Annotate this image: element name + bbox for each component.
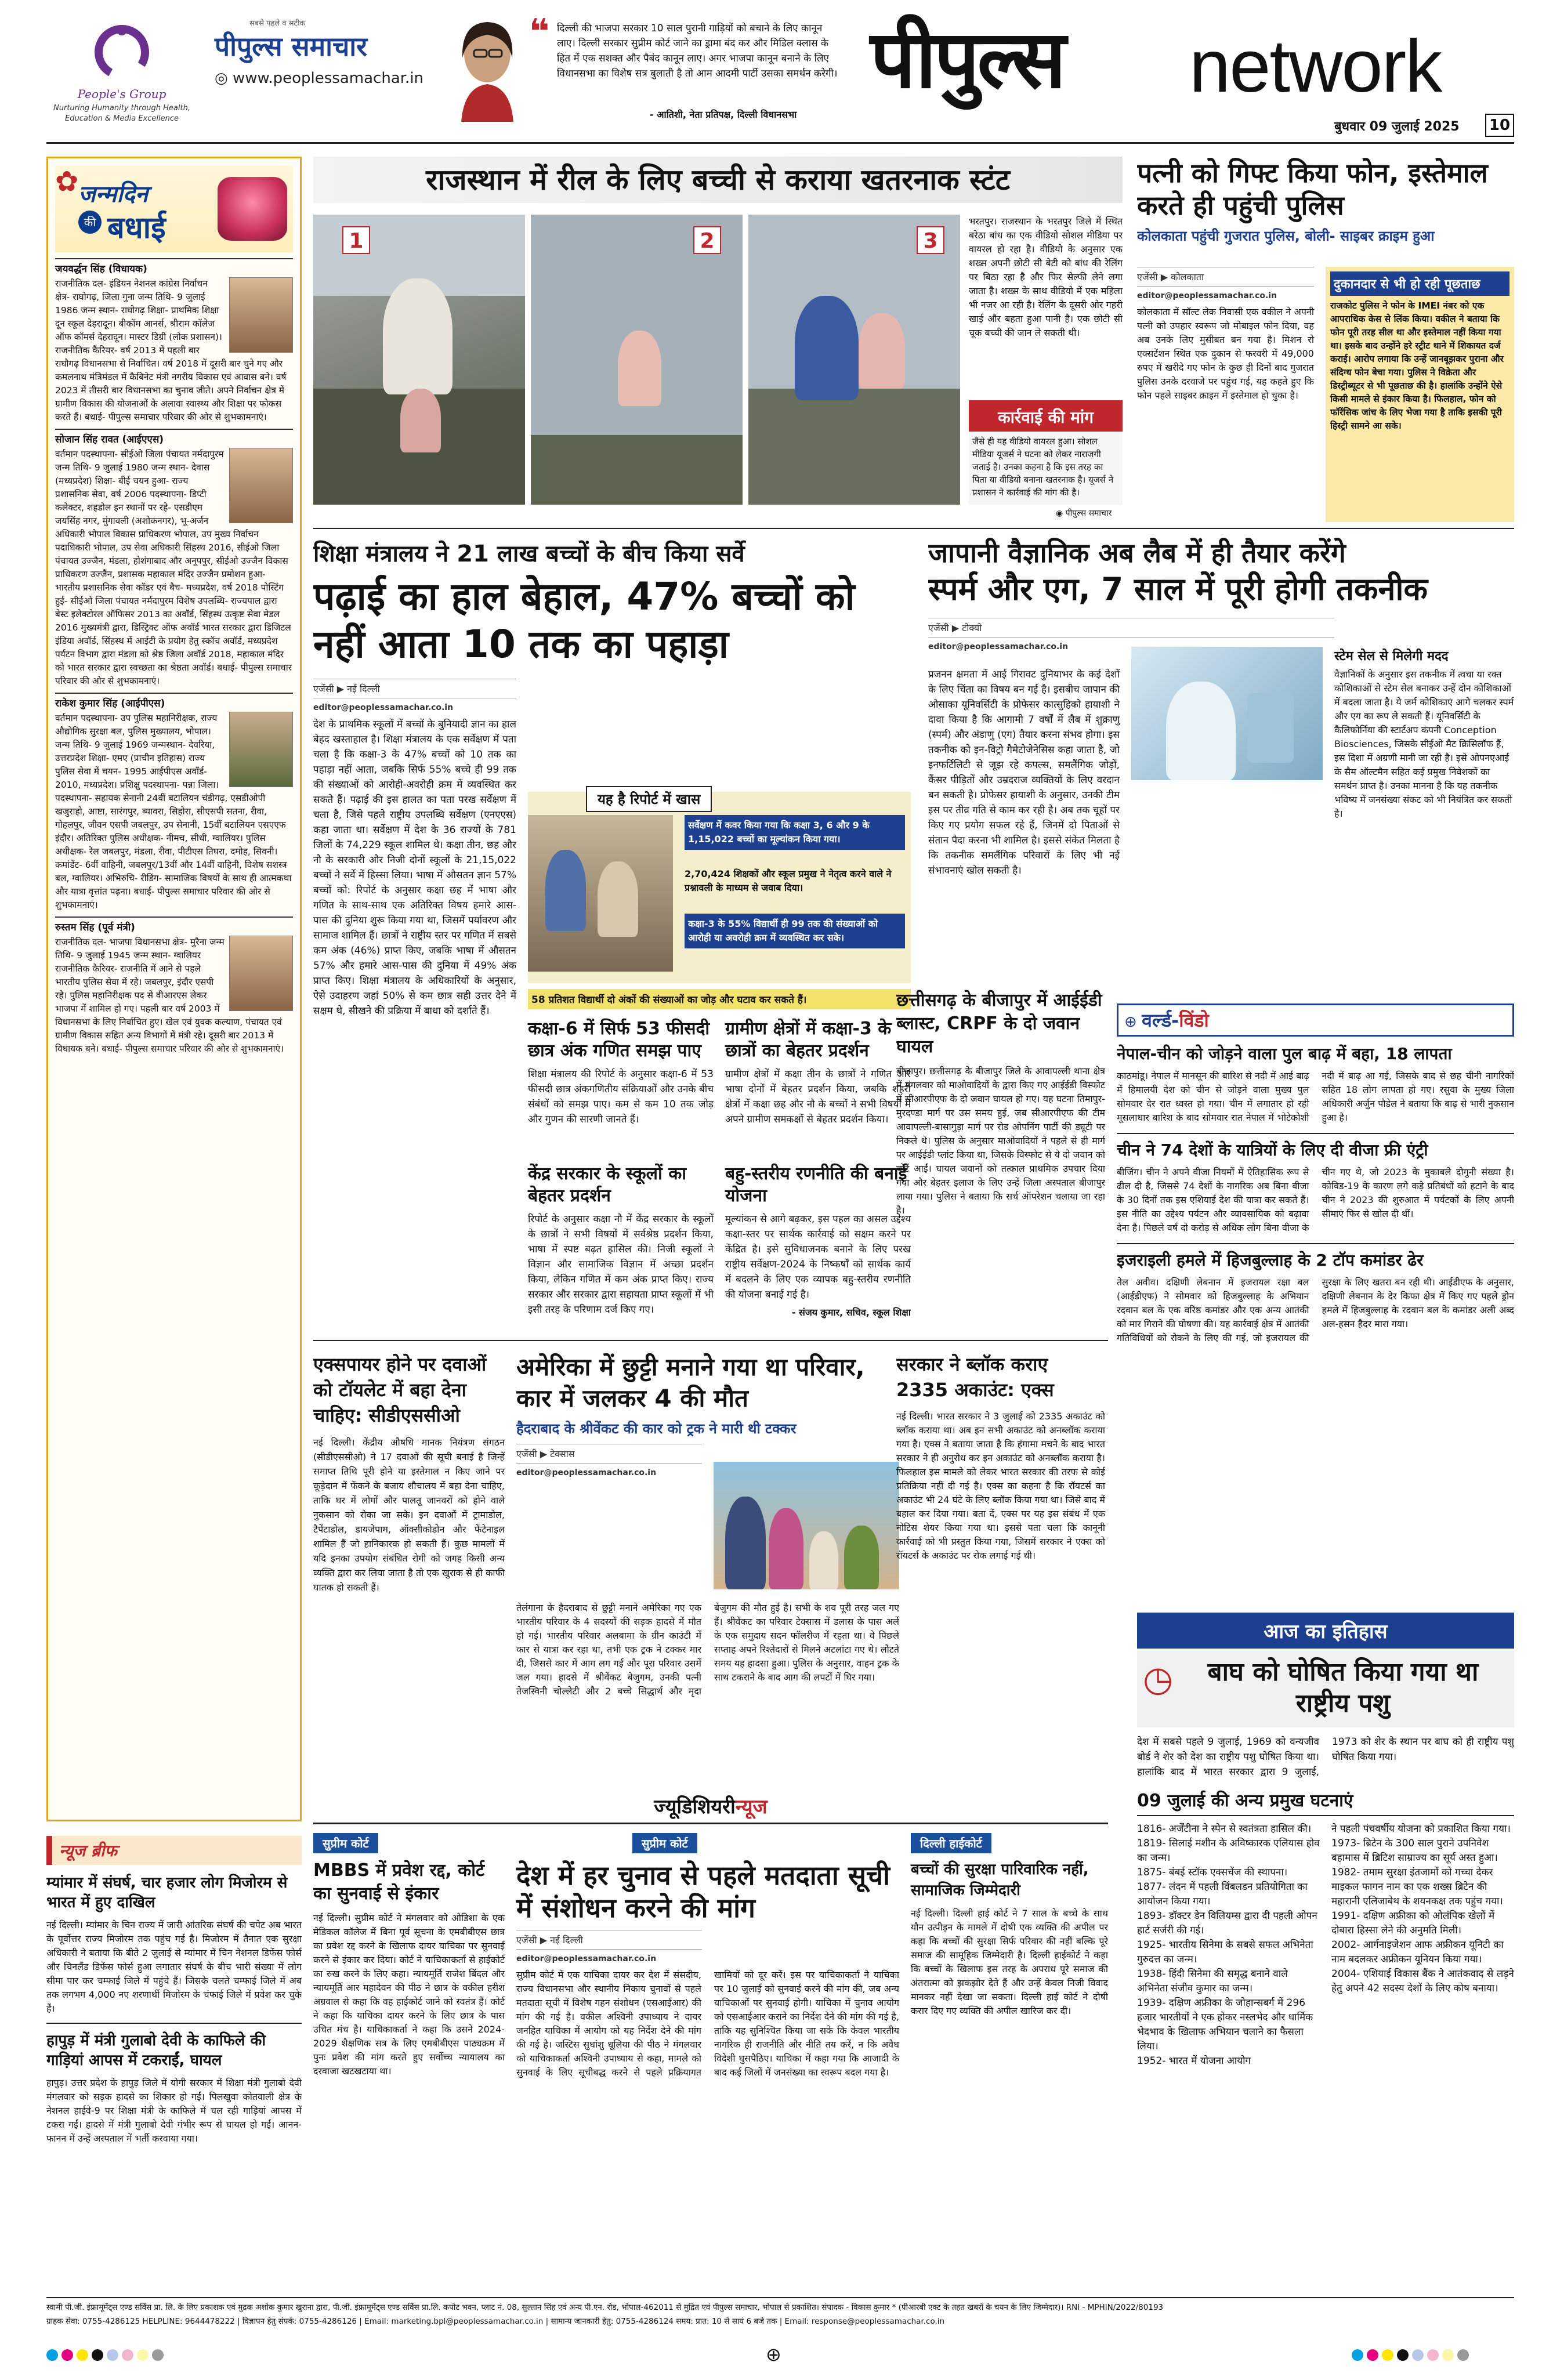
sc2-email: editor@peoplessamachar.co.in — [516, 1954, 657, 1964]
world-text: बीजिंग। चीन ने अपने वीजा नियमों में ऐतिहासिक रूप से ढील दी है, जिससे 74 देशों के नागरिक अब बिना वीजा के 30 दिनों तक इस एशियाई देश की यात्रा कर सकते हैं। इस नीति का उद्देश्य पर्यटन और व्यावसायिक को बढ़ावा देना है। पिछले वर्ष दो करोड़ से अधिक लोग बिना वीजा के चीन गए थे, जो 2023 के मुकाबले दोगुनी संख्या है। कोविड-19 के कारण लगे कड़े प्रतिबंधों को हटाने के बाद चीन ने 2023 की शुरुआत में पर्यटकों के लिए अपनी सीमाएं फिर से खोल दी थीं। — [1117, 1167, 1514, 1233]
birthday-entry — [55, 693, 293, 912]
phone-byline: एजेंसी ▶ कोलकाता — [1137, 267, 1314, 287]
events-title: 09 जुलाई की अन्य प्रमुख घटनाएं — [1137, 1788, 1514, 1816]
japan-story — [928, 537, 1514, 977]
japan-side-title: स्टेम सेल से मिलेगी मदद — [1334, 649, 1449, 664]
row-divider — [313, 528, 1514, 529]
quote-mark-icon: ❝ — [529, 12, 550, 52]
reel-text: भरतपुर। राजस्थान के भरतपुर जिले में स्थित बरेठा बांध का एक वीडियो सोशल मीडिया पर वायरल हो रहा है। वीडियो के अनुसार एक शख्स अपनी छोटी सी बेटी को बांध की रेलिंग पर बिठा रहा है और फिर सेल्फी लेने लगा जाता है। शख्स के साथ वीडियो में एक महिला भी नजर आ रही है। रेलिंग के दूसरी ओर गहरी खाई और बहता हुआ पानी है। एक छोटी सी चूक बच्ची की जान ले सकती थी। — [969, 216, 1123, 338]
sister-paper-name: पीपुल्स समाचार — [215, 31, 368, 62]
survey-sub — [725, 1163, 911, 1318]
brand-english: network — [1189, 25, 1442, 108]
japan-main-column — [928, 618, 1120, 656]
photo-number-1: 1 — [342, 226, 370, 254]
phone-email: editor@peoplessamachar.co.in — [1137, 291, 1277, 300]
report-box — [528, 792, 911, 983]
survey-email: editor@peoplessamachar.co.in — [313, 703, 454, 712]
history-headline: बाघ को घोषित किया गया था राष्ट्रीय पशु — [1207, 1657, 1479, 1718]
reel-figure — [618, 331, 661, 406]
sister-paper-url[interactable] — [215, 70, 423, 87]
reel-photo-credit: ◉ पीपुल्स समाचार — [1056, 509, 1112, 518]
world-item — [1117, 1250, 1514, 1345]
birthday-name: सोजान सिंह रावत (आईएएस) — [55, 429, 293, 445]
action-box-text: जैसे ही यह वीडियो वायरल हुआ। सोशल मीडिया यूजर्स ने घटना को लेकर नाराजगी जताई है। उनका कहना है कि इस तरह का पिता या वीडियो बनाना खतरनाक है। यूजर्स ने प्रशासन ने कार्रवाई की मांग की है। — [972, 436, 1114, 498]
birthday-name: जयवर्द्धन सिंह (विधायक) — [55, 258, 293, 275]
brand-hindi: पीपुल्स — [870, 13, 1064, 106]
birthday-text: राजनीतिक दल- इंडियन नेशनल कांग्रेस निर्वाचन क्षेत्र- राघोगढ़, जिला गुना जन्म तिथि- 9 जुलाई 1986 जन्म स्थान- राघोगढ़ शिक्षा- प्राथमिक शिक्षा दून स्कूल देहरादून। बीकॉम आनर्स, श्रीराम कॉलेज ऑफ कॉमर्स देहरादून। मास्टर डिग्री (लोक प्रशासन)। राजनीतिक कैरियर- वर्ष 2013 में पहली बार राघौगढ़ विधानसभा से निर्वाचित। वर्ष 2018 में दूसरी बार चुने गए और कमलनाथ मंत्रिमंडल में कैबिनेट मंत्री नगरीय विकास एवं आवास बने। वर्ष 2023 में तीसरी बार विधानसभा का चुनाव जीते। अपने निर्वाचन क्षेत्र में ग्रामीण विकास की योजनाओं के अलावा स्वास्थ्य और शिक्षा पर फोकस करते हैं। बधाई- पीपुल्स समाचार परिवार की ओर से शुभकामनाएं। — [55, 278, 287, 422]
survey-sub-title: केंद्र सरकार के स्कूलों का बेहतर प्रदर्शन — [528, 1164, 687, 1206]
group-name: People's Group — [77, 87, 166, 101]
sc2-headline: देश में हर चुनाव से पहले मतदाता सूची में संशोधन करने की मांग — [516, 1860, 890, 1923]
brief-headline: म्यांमार में संघर्ष, चार हजार लोग मिजोरम से भारत में हुए दाखिल — [46, 1874, 288, 1911]
event-item: 1819- सिलाई मशीन के अविष्कारक एलियास होव का जन्म। — [1137, 1838, 1320, 1864]
judiciary-sc2 — [516, 1833, 899, 2080]
survey-sub-text: शिक्षा मंत्रालय की रिपोर्ट के अनुसार कक्षा-6 में 53 फीसदी छात्र अंकगणितीय संक्रियाओं और उनके बीच संबंधों को समझ पाए। कम से कम 10 तक जोड़ और गुणन की सारणी जानते हैं। — [528, 1068, 714, 1125]
gift-icon — [218, 177, 287, 241]
survey-text: देश के प्राथमिक स्कूलों में बच्चों के बुनियादी ज्ञान का हाल बेहद खस्ताहाल है। शिक्षा मंत्रालय के एक सर्वेक्षण में पता चला है कि कक्षा-3 के 47% बच्चों को 10 तक का पहाड़ा नहीं आता, जबकि सिर्फ 55% बच्चे ही 99 तक की संख्याओं को आरोही-अवरोही क्रम में व्यवस्थित कर सकते हैं। पढ़ाई की इस हालत का पता परख सर्वेक्षण में चला है, जिसे पहले राष्ट्रीय उपलब्धि सर्वेक्षण (एनएएस) कहा जाता था। सर्वेक्षण में देश के 36 राज्यों के 781 जिलों के 74,229 स्कूल शामिल थे। कक्षा तीन, छह और नौ के सरकारी और निजी दोनों स्कूलों के 21,15,022 बच्चों ने सर्वे में हिस्सा लिया। भाषा में औसतन ज्ञान 57% बच्चों को: रिपोर्ट के अनुसार कक्षा छह में भाषा और गणित के साथ-साथ एक अतिरिक्त विषय हमारे आस-पास की दुनिया शुरू किया गया था, जिसमें पर्यावरण और सामाज शामिल हैं। छात्रों ने राष्ट्रीय स्तर पर गणित में सबसे कम अंक (46%) प्राप्त किए, जबकि भाषा में औसतन 57% और हमारे आस-पास की दुनिया में 49% अंक प्राप्त किए। शिक्षा मंत्रालय के अधिकारियों के अनुसार, ऐसे उदाहरण जहां 50% से कम छात्र सही उत्तर देने में सक्षम थे, सीखने की प्रक्रिया में बाधा को दर्शाते हैं। — [313, 719, 516, 1017]
phone-text: कोलकाता में सॉल्ट लेक निवासी एक वकील ने अपनी पत्नी को उपहार स्वरूप जो मोबाइल फोन दिया, वह अब उनके लिए मुसीबत बन गया है। मिशन रो एक्सटेंशन स्थित एक दुकान से फरवरी में 49,000 रुपए में खरीदे गए फोन के कुछ ही दिनों बाद गुजरात पुलिस उनके दरवाजे पर पहुंच गई, यह कहते हुए कि फोन पहले साइबर क्राइम में इस्तेमाल हो चुका है। — [1137, 306, 1314, 401]
birthday-entry — [55, 917, 293, 1056]
event-item: 1893- डॉक्टर डेन विलियम्स द्वारा दी पहली ओपन हार्ट सर्जरी की गई। — [1137, 1910, 1317, 1936]
survey-sub-title: ग्रामीण क्षेत्रों में कक्षा-3 के छात्रों का बेहतर प्रदर्शन — [725, 1019, 892, 1061]
japan-text: प्रजनन क्षमता में आई गिरावट दुनियाभर के कई देशों के लिए चिंता का विषय बन गई है। इसबीच जापान की ओसाका यूनिवर्सिटी के प्रोफेसर कात्सुहिको हायाशी ने दावा किया है कि आगामी 7 वर्षों में लैब में शुक्राणु (स्पर्म) और अंडाणु (एग) तैयार करना संभव होगा। इस तकनीक को इन-विट्रो गैमेटोजेनेसिस कहा जाता है, जो इनफर्टिलिटी से जूझ रहे कपल्स, समलैंगिक जोड़ों, कैंसर पीड़ितों और उम्रदराज व्यक्तियों के लिए वरदान बन सकती है। प्रोफेसर हायाशी के अनुसार, उनकी टीम इस पर तीव्र गति से काम कर रही है। अब तक चूहों पर किए गए प्रयोग सफल रहे हैं, जिनमें दो पिताओं से संतान पैदा करना भी शामिल है। इससे संकेत मिलता है कि तकनीक समलैंगिक परिवारों के लिए भी नई संभावनाएं खोल सकती है। — [928, 669, 1120, 876]
phone-subhead: कोलकाता पहुंची गुजरात पुलिस, बोली- साइबर क्राइम हुआ — [1137, 228, 1435, 244]
news-brief-label: न्यूज ब्रीफ — [46, 1836, 302, 1865]
reel-photo — [748, 215, 960, 505]
world-item — [1117, 1044, 1514, 1125]
japan-side-text: वैज्ञानिकों के अनुसार इस तकनीक में त्वचा या रक्त कोशिकाओं से स्टेम सेल बनाकर उन्हें दोन कोशिकाओं में बदला जाता है। ये जर्म कोशिकाएं आगे चलकर स्पर्म और एग का रूप ले सकती हैं। यूनिवर्सिटी के कैलिफोर्निया की स्टार्टअप कंपनी Conception Biosciences, जिसके सीईओ मैट क्रिसिलॉफ हैं, इस दिशा में अग्रणी मानी जा रही है। इसे ओपनएआई के सैम ऑल्टमैन सहित कई प्रमुख निवेशकों का समर्थन प्राप्त है। उनका मानना है कि यह तकनीक भविष्य में जनसंख्या संकट को भी नियंत्रित कर सकती है। — [1334, 669, 1514, 819]
event-item: 1973- ब्रिटेन के 300 साल पुराने उपनिवेश बहामास में ब्रिटिश साम्राज्य का सूर्य अस्त हुआ। — [1331, 1838, 1498, 1864]
family-photo — [714, 1462, 899, 1589]
reel-figure — [795, 296, 859, 400]
birthday-portrait — [229, 277, 293, 353]
ied-story — [896, 989, 1105, 1279]
news-brief — [46, 1836, 302, 2288]
reel-figure — [383, 278, 452, 394]
phone-headline: पत्नी को गिफ्ट किया फोन, इस्तेमाल करते ही पहुंची पुलिस — [1137, 157, 1488, 221]
footer-line-2: ग्राहक सेवा: 0755-4286125 HELPLINE: 9644478222 | विज्ञापन हेतु संपर्क: 0755-4286126 | Email: marketing.bpl@peoplessamachar.co.in | सामान्य जानकारी हेतु: 0755-4286124 समय: प्रात: 10 से सायं 6 बजे तक | Email: response@peoplessamachar.co.in — [46, 2317, 945, 2326]
action-box-title: कार्रवाई की मांग — [969, 403, 1123, 432]
usa-text: तेलंगाना के हैदराबाद से छुट्टी मनाने अमेरिका गए एक भारतीय परिवार के 4 सदस्यों की सड़क हादसे में मौत हो गई। भारतीय परिवार अलबामा के ग्रीन काउंटी में कार से यात्रा कर रहा था, तभी एक ट्रक ने टक्कर मार दी, जिससे कार में आग लग गई और पूरा परिवार उसमें जल गया। हादसे में श्रीवेंकट बेजुगम, उनकी पत्नी तेजस्विनी चोल्लेटी और 2 बच्चे सिद्धार्थ और मृदा बेजुगम की मौत हुई है। सभी के शव पूरी तरह जल गए हैं। श्रीवेंकट का परिवार टेक्सास में डलास के पास अर्ले के एक समुदाय सदन फॉलरीज में रहता था। वे पिछले सप्ताह अपने रिश्तेदारों से मिलने अटलांटा गए थे। लौटते समय यह हादसा हुआ। पुलिस के अनुसार, वाहन ट्रक के साथ टकराने के बाद आग की लपटों में घिर गया। — [516, 1602, 899, 1697]
court-tag: दिल्ली हाईकोर्ट — [911, 1833, 991, 1853]
birthday-title-2: की — [78, 211, 102, 234]
usa-subhead: हैदराबाद के श्रीवेंकट की कार को ट्रक ने मारी थी टक्कर — [516, 1421, 797, 1437]
survey-story — [313, 537, 911, 1331]
usa-headline: अमेरिका में छुट्टी मनाने गया था परिवार, कार में जलकर 4 की मौत — [516, 1353, 865, 1412]
survey-sub-text: ग्रामीण क्षेत्रों में कक्षा तीन के छात्रों ने गणित और भाषा दोनों में बेहतर प्रदर्शन किया, जबकि शहरी क्षेत्रों में कक्षा छह और नौ के बच्चों ने सभी विषयों में अपने ग्रामीण समकक्षों से बेहतर प्रदर्शन किया। — [725, 1068, 911, 1125]
survey-byline: एजेंसी ▶ नई दिल्ली — [313, 679, 516, 698]
world-label: ⊕ वर्ल्ड-विंडो — [1117, 1004, 1514, 1037]
survey-sub-text: मूल्यांकन से आगे बढ़कर, इस पहल का असल उद्देश्य कक्षा-स्तर पर सार्थक कार्रवाई को सक्षम करने पर केंद्रित है। इसे सुविधाजनक बनाने के लिए परख राष्ट्रीय सर्वेक्षण-2024 के निष्कर्षों को सार्थक कार्य में बदलने के लिए एक व्यापक बहु-स्तरीय रणनीति की योजना बनाई गई है। — [725, 1213, 911, 1301]
birthday-name: राकेश कुमार सिंह (आईपीएस) — [55, 693, 293, 709]
flowers-left-icon: ✿ — [55, 165, 79, 198]
photo-number-2: 2 — [693, 226, 721, 254]
history-label: आज का इतिहास — [1137, 1613, 1514, 1649]
usa-email: editor@peoplessamachar.co.in — [516, 1468, 657, 1477]
usa-story — [516, 1352, 899, 1792]
history-headline-box — [1137, 1649, 1514, 1727]
judiciary-sc1 — [313, 1833, 505, 2078]
survey-sub-title: बहु-स्तरीय रणनीति की बनाई योजना — [725, 1164, 907, 1206]
registration-marks-right — [1352, 2349, 1472, 2363]
camera-icon: ◉ — [1056, 509, 1066, 518]
masthead-divider — [46, 142, 1514, 144]
birthday-text: राजनीतिक दल- भाजपा विधानसभा क्षेत्र- मुरैना जन्म तिथि- 9 जुलाई 1945 जन्म स्थान- ग्वालियर राजनीतिक कैरियर- राजनीति में आने से पहले भारतीय पुलिस सेवा में रहे। जबलपुर, इंदौर एसपी रहे। पुलिस महानिरीक्षक पद से वीआरएस लेकर भाजपा में शामिल हो गए। पहली बार वर्ष 2003 में विधानसभा के लिए निर्वाचित हुए। खेल एवं युवक कल्याण, पंचायत एवं ग्रामीण विकास सहित अन्य विभागों में मंत्री रहे। दूसरी बार 2013 में विधायक बने। बधाई- पीपुल्स समाचार परिवार की ओर से शुभकामनाएं। — [55, 937, 284, 1054]
events-right — [1331, 1822, 1514, 2069]
brief-text: नई दिल्ली। म्यांमार के चिन राज्य में जारी आंतरिक संघर्ष की चपेट अब भारत के पूर्वोत्तर राज्य मिजोरम तक पहुंच गई है। मिजोरम में तैनात एक सुरक्षा अधिकारी ने बताया कि बीते 2 जुलाई से म्यांमार में चिन नेशनल डिफेंस फोर्स और चिनलैंड डिफेंस फोर्स हुआ लगातार संघर्ष के बीच भारी संख्या में लोग सीमा पार कर चम्फाई जिले में पहुंचे हैं। जिसके चलते चम्फाई जिले में अब तक लगभग 4,000 नए शरणार्थी मिजोरम के चंफाई जिले में प्रवेश कर चुके हैं। — [46, 1919, 302, 2014]
japan-byline: एजेंसी ▶ टोक्यो — [928, 618, 1334, 637]
world-headline: चीन ने 74 देशों के यात्रियों के लिए दी वीजा फ्री एंट्री — [1117, 1140, 1428, 1160]
quote-portrait — [450, 12, 525, 122]
sister-paper-url-text: www.peoplessamachar.in — [232, 70, 424, 87]
brief-text: हापुड़। उत्तर प्रदेश के हापुड़ जिले में योगी सरकार में शिक्षा मंत्री गुलाबो देवी मंगलवार को सड़क हादसे का शिकार हो गईं। पिलखुवा कोतवाली क्षेत्र के नेशनल हाईवे-9 पर शिक्षा मंत्री के काफिले में चल रही गाड़ियां आपस में टकरा गईं। हादसे में मंत्री गुलाबो देवी गंभीर रूप से घायल हो गईं। आनन-फानन में उन्हें अस्पताल में भर्ती करवाया गया। — [46, 2077, 302, 2144]
survey-headline: पढ़ाई का हाल बेहाल, 47% बच्चों को नहीं आता 10 तक का पहाड़ा — [313, 574, 855, 666]
survey-sub-text: रिपोर्ट के अनुसार कक्षा नौ में केंद्र सरकार के स्कूलों के छात्रों ने सभी विषयों में सर्वश्रेष्ठ प्रदर्शन किया, भाषा में स्पष्ट बढ़त हासिल की। निजी स्कूलों ने विज्ञान और सामाजिक विज्ञान में अच्छा प्रदर्शन किया, लेकिन गणित में कम अंक प्राप्त किए। राज्य सरकार और सरकार द्वारा सहायता प्राप्त स्कूलों में भी इसी तरह के परिणाम दर्ज किए गए। — [528, 1213, 714, 1316]
quote-text: दिल्ली की भाजपा सरकार 10 साल पुरानी गाड़ियों को बचाने के लिए कानून लाए। दिल्ली सरकार सुप्रीम कोर्ट जाने का ड्रामा बंद कर और मिडिल क्लास के हित में एक सशक्त और पैबंद कानून लाए। अगर भाजपा कानून बनाने के लिए विधानसभा का विशेष सत्र बुलाती है तो आम आदमी पार्टी उसका समर्थन करेगी। — [557, 23, 838, 79]
hc-text: नई दिल्ली। दिल्ली हाई कोर्ट ने 7 साल के बच्चे के साथ यौन उत्पीड़न के मामले में दोषी एक व्यक्ति की अपील पर कहा कि बच्चों की सुरक्षा सिर्फ परिवार की नहीं बल्कि पूरे समाज की सामूहिक जिम्मेदारी है। दिल्ली हाईकोर्ट ने कहा कि बच्चों के खिलाफ इस तरह के अपराध पूरे समाज की अंतरात्मा को झकझोर देते हैं और उन्हें केवल निजी विवाद मानकर नहीं देखा जा सकता। दिल्ली हाई कोर्ट ने दोषी करार दिए गए व्यक्ति की अपील खारिज कर दी। — [911, 1908, 1108, 2016]
survey-sub — [528, 1018, 714, 1127]
photo-number-3: 3 — [917, 226, 944, 254]
survey-main-column — [313, 679, 516, 1019]
event-item: 1982- तमाम सुरक्षा इंतजामों को गच्चा देकर माइकल फागन नाम का एक शख्स ब्रिटेन की महारानी एलिजाबेथ के शयनकक्ष तक पहुंच गया। — [1331, 1867, 1503, 1907]
reel-figure — [859, 313, 905, 389]
page-number: 10 — [1485, 114, 1514, 137]
brief-item — [46, 1873, 302, 2016]
event-item: 2004- एशियाई विकास बैंक ने आतंकवाद से लड़ने हेतु अपने 42 सदस्य देशों के लिए कोष बनाया। — [1331, 1968, 1514, 1994]
birthday-text: वर्तमान पदस्थापना- उप पुलिस महानिरीक्षक, राज्य औद्योगिक सुरक्षा बल, पुलिस मुख्यालय, भोपाल। जन्म तिथि- 9 जुलाई 1969 जन्मस्थान- देवरिया, उत्तरप्रदेश शिक्षा- एमए (प्राचीन इतिहास) राज्य पुलिस सेवा में चयन- 1995 आईपीएस अवॉर्ड- 2010, मध्यप्रदेश। प्रशिक्षु पदस्थापना- पन्ना जिला। पदस्थापना- सहायक सेनानी 24वीं बटालियन चंडीगढ़, एसडीओपी खजुराहो, आष्टा, सारंगपुर, ब्यावरा, सिहोरा, सीएसपी सतना, रीवा, गोहलपुर, जीवन एसपी जबलपुर, उप सेनानी, 15वीं बटालियन एसएएफ इंदौर। अतिरिक्त पुलिस अधीक्षक- नीमच, सीधी, ग्वालियर। पुलिस अधीक्षक- रेल जबलपुर, मंडला, रीवा, पीटीएस तिघरा, दमोह, सिवनी। कमांडेंट- 6वीं वाहिनी, जबलपुर/13वीं और 14वीं वाहिनी, विशेष सशस्त्र बल, ग्वालियर। अभिरुचि- रीडिंग- सामाजिक विषयों के साथ ही आत्मकथा और यात्रा वृत्तांत पढ़ना। बधाई- पीपुल्स समाचार परिवार की ओर से शुभकामनाएं। — [55, 713, 292, 910]
registration-marks-left — [46, 2349, 167, 2363]
phone-side-title: दुकानदार से भी हो रही पूछताछ — [1330, 271, 1509, 296]
events-list — [1137, 1822, 1514, 2069]
drug-text: नई दिल्ली। केंद्रीय औषधि मानक नियंत्रण संगठन (सीडीएससीओ) ने 17 दवाओं की सूची बनाई है जिन्हें समाप्त तिथि पूरी होने या इस्तेमाल न किए जाने पर कूड़ेदान में फेंकने के बजाय शौचालय में बहा देना चाहिए, ताकि घर में लोगों और पालतू जानवरों को होने वाले नुकसान को रोका जा सके। इन दवाओं में ट्रामाडोल, टैपेंटाडोल, डायजेपाम, ऑक्सीकोडोन और फेंटेनाइल शामिल हैं जो हानिकारक हो सकती हैं। कुछ मामलों में यदि इनका उपयोग संबंधित रोगी को जगह किसी अन्य व्यक्ति द्वारा कर लिया जाता है तो एक खुराक से ही काफी घातक हो सकती हैं। — [313, 1437, 505, 1593]
report-point: कक्षा-3 के 55% विद्यार्थी ही 99 तक की संख्याओं को आरोही या अवरोही क्रम में व्यवस्थित कर सके। — [685, 914, 905, 948]
drug-headline: एक्सपायर होने पर दवाओं को टॉयलेट में बहा देना चाहिए: सीडीएससीओ — [313, 1353, 487, 1426]
reel-figure — [400, 389, 441, 452]
reel-photo — [531, 215, 743, 505]
birthday-title-1: जन्मदिन — [78, 180, 149, 208]
sister-paper-kicker: सबसे पहले व सटीक — [249, 19, 306, 28]
event-item: 1877- लंदन में पहली विंबलडन प्रतियोगिता का आयोजन किया गया। — [1137, 1881, 1308, 1907]
event-item: 1875- बंबई स्टॉक एक्सचेंज की स्थापना। — [1137, 1867, 1288, 1878]
report-title: यह है रिपोर्ट में खास — [586, 786, 712, 812]
phone-main-column — [1137, 267, 1314, 403]
reel-photo — [313, 215, 525, 505]
drug-story — [313, 1352, 505, 1798]
birthday-column — [46, 157, 302, 1821]
events-left — [1137, 1822, 1320, 2069]
world-headline: नेपाल-चीन को जोड़ने वाला पुल बाढ़ में बहा, 18 लापता — [1117, 1044, 1452, 1063]
event-item: ने पहली पंचवर्षीय योजना को प्रकाशित किया गया। — [1331, 1823, 1511, 1835]
globe-icon: ◎ — [215, 70, 233, 87]
birthday-header — [55, 165, 293, 252]
report-point-footer: 58 प्रतिशत विद्यार्थी दो अंकों की संख्याओं का जोड़ और घटाव कर सकते हैं। — [528, 989, 911, 1009]
world-text: तेल अवीव। दक्षिणी लेबनान में इजरायल रक्षा बल (आईडीएफ) ने सोमवार को हिजबुल्लाह के अभियान रदवान बल के एक वरिष्ठ कमांडर और एक अन्य आतंकी को मार गिराने की घोषणा की। यह कार्रवाई क्षेत्र में आतंकी गतिविधियों को रोकने के लिए की गई, जो इजरायल की सुरक्षा के लिए खतरा बन रही थी। आईडीएफ के अनुसार, दक्षिणी लेबनान के देर किफा क्षेत्र में किए गए पहले ड्रोन हमले में हिजबुल्लाह के रदवान बल के कमांडर अली अब्द अल-हसन हैदर मारा गया। — [1117, 1277, 1514, 1343]
brief-headline: हापुड़ में मंत्री गुलाबो देवी के काफिले की गाड़ियां आपस में टकराईं, घायल — [46, 2032, 266, 2069]
phone-story — [1137, 157, 1514, 522]
masthead-date: बुधवार 09 जुलाई 2025 — [1334, 119, 1460, 134]
sc2-text: सुप्रीम कोर्ट में एक याचिका दायर कर देश में संसदीय, राज्य विधानसभा और स्थानीय निकाय चुनावों से पहले मतदाता सूची में विशेष गहन संशोधन (एसआईआर) की मांग की गई है। वकील अश्विनी उपाध्याय ने दायर जनहित याचिका में आयोग को यह निर्देश देने की मांग की गई है। जस्टिस सुधांशु धूलिया की पीठ ने मंगलवार को याचिकाकर्ता अश्विनी उपाध्याय से कहा, मामले को सुनवाई के लिए सूचीबद्ध करने से पहले प्रक्रियागत खामियों को दूर करें। इस पर याचिकाकर्ता ने याचिका पर 10 जुलाई को सुनवाई करने की मांग की, जब अन्य याचिकाओं पर सुनवाई होगी। याचिका में चुनाव आयोग को एसआईआर कराने का निर्देश देने की मांग की गई है, ताकि यह सुनिश्चित किया जा सके कि केवल भारतीय नागरिक ही राजनीति और नीति तय करें, न कि अवैध विदेशी घुसपैठिए। याचिका में कहा गया कि आजादी के बाद कई जिलों में जनसंख्या का स्वरूप बदल गया है। — [516, 1969, 899, 2078]
reel-headline: राजस्थान में रील के लिए बच्ची से कराया खतरनाक स्टंट — [313, 157, 1123, 203]
xblock-story — [896, 1352, 1105, 1781]
birthday-portrait — [229, 936, 293, 1011]
japan-headline: स्पर्म और एग, 7 साल में पूरी होगी तकनीक — [928, 571, 1428, 607]
phone-side-text: राजकोट पुलिस ने फोन के IMEI नंबर को एक आपराधिक केस से लिंक किया। वकील ने बताया कि फोन पूरी तरह सील था और इस्तेमाल नहीं किया गया था। इसके बाद उन्होंने हरे स्ट्रीट थाने में शिकायत दर्ज कराई। आरोप लगाया कि उन्हें जानबूझकर पुराना और संदिग्ध फोन बेचा गया। पुलिस ने विक्रेता और डिस्ट्रीब्यूटर से भी पूछताछ की है। हालांकि उन्होंने ऐसे किसी मामले से इंकार किया है। फिलहाल, फोन को फॉरेंसिक जांच के लिए भेजा गया है ताकि इसकी पूरी हिस्ट्री सामने आ सके। — [1330, 300, 1504, 431]
action-box — [969, 400, 1123, 505]
footer-divider — [46, 2297, 1514, 2298]
birthday-entry — [55, 429, 293, 688]
globe-icon: ⊕ — [1124, 1013, 1142, 1031]
world-window — [1117, 1004, 1514, 1601]
xblock-text: नई दिल्ली। भारत सरकार ने 3 जुलाई को 2335 अकाउंट को ब्लॉक कराया था। अब इन सभी अकाउंट को अनब्लॉक कराया गया है। एक्स ने बताया जाता है कि हंगामा मचने के बाद भारत सरकार ने ही अनुरोध कर इन अकाउंट को अनब्लॉक कराया है। फिलहाल इस मामले को लेकर भारत सरकार की तरफ से कोई प्रतिक्रिया नहीं दी गई है। एक्स का कहना है कि रॉयटर्स का अकाउंट भी 24 घंटे के लिए ब्लॉक किया गया था। जिसे बाद में बहाल कर दिया गया। बता दें, एक्स पर यह इस संबंध में एक नोटिस शेयर किया गया था। इससे पता चला कि कानूनी कार्रवाई को भी प्रस्तुत किया गया, जिसमें सरकार ने एक्स को रॉयटर्स के अकाउंट पर रोक लगाई गई थी। — [896, 1411, 1105, 1561]
phone-sidebox — [1326, 267, 1514, 522]
clock-icon: ◷ — [1143, 1659, 1174, 1700]
peoples-group-logo-icon — [87, 17, 157, 87]
japan-email: editor@peoplessamachar.co.in — [928, 642, 1069, 651]
lab-photo — [1131, 647, 1323, 780]
brief-item — [46, 2031, 302, 2146]
peoples-group-logo — [87, 17, 157, 87]
event-item: 1816- अर्जेंटीना ने स्पेन से स्वतंत्रता हासिल की। — [1137, 1823, 1312, 1835]
birthday-title-3: बधाई — [107, 210, 166, 245]
survey-sub — [725, 1018, 911, 1127]
birthday-entry — [55, 258, 293, 424]
xblock-headline: सरकार ने ब्लॉक कराए 2335 अकाउंट: एक्स — [896, 1353, 1054, 1401]
ied-headline: छत्तीसगढ़ के बीजापुर में आईईडी ब्लास्ट, CRPF के दो जवान घायल — [896, 990, 1102, 1057]
sc1-headline: MBBS में प्रवेश रद्द, कोर्ट का सुनवाई से इंकार — [313, 1860, 485, 1904]
event-item: 1939- दक्षिण अफ्रीका के जोहान्सबर्ग में 296 हजार भारतीयों ने एक होकर नस्लभेद और धार्मिक भेदभाव के खिलाफ अभियान चलाने का फैसला लिया। — [1137, 1997, 1313, 2052]
event-item: 1991- दक्षिण अफ्रीका को ओलंपिक खेलों में दोबारा हिस्सा लेने की अनुमति मिली। — [1331, 1910, 1495, 1936]
birthday-portrait — [229, 448, 293, 523]
world-headline: इजराइली हमले में हिजबुल्लाह के 2 टॉप कमांडर ढेर — [1117, 1251, 1424, 1270]
world-item — [1117, 1140, 1514, 1235]
sc1-text: नई दिल्ली। सुप्रीम कोर्ट ने मंगलवार को ओडिशा के एक मेडिकल कॉलेज में बिना पूर्व सूचना के एमबीबीएस छात्र का प्रवेश रद्द करने के खिलाफ दायर याचिका पर सुनवाई करने से इंकार कर दिया। कोर्ट ने याचिकाकर्ता से हाईकोर्ट का रुख करने के लिए कहा। न्यायमूर्ति राजेश बिंदल और न्यायमूर्ति आर महादेवन की पीठ ने छात्र के वकील हरीश अग्रवाल से कहा कि वह हाईकोर्ट जाने को स्वतंत्र हैं। कोर्ट ने कहा कि याचिका दायर करने के लिए छात्र के पास उचित मंच है। याचिकाकर्ता ने कहा कि उसने 2024-2029 शैक्षणिक सत्र के लिए एमबीबीएस पाठ्यक्रम में पुनः प्रवेश की मांग करते हुए सर्वोच्च न्यायालय का दरवाजा खटखटाया था। — [313, 1912, 505, 2077]
japan-sidebox — [1334, 647, 1514, 821]
sc2-byline: एजेंसी ▶ नई दिल्ली — [516, 1930, 702, 1950]
event-item: 2002- आर्गनाइजेशन आफ अफ्रीकन यूनिटी का नाम बदलकर अफ्रीकन यूनियन किया गया। — [1331, 1939, 1504, 1965]
report-point: सर्वेक्षण में कवर किया गया कि कक्षा 3, 6 और 9 के 1,15,022 बच्चों का मूल्यांकन किया गया। — [685, 815, 905, 850]
survey-sub-author: - संजय कुमार, सचिव, स्कूल शिक्षा — [791, 1307, 911, 1318]
portrait-illustration — [450, 12, 525, 122]
history-box — [1137, 1613, 1514, 2291]
judiciary-label: ज्यूडिशियरीन्यूज — [313, 1792, 1108, 1824]
survey-sub-title: कक्षा-6 में सिर्फ 53 फीसदी छात्र अंक गणित समझ पाए — [528, 1019, 710, 1061]
group-tagline: Nurturing Humanity through Health, Education & Media Excellence — [53, 104, 190, 123]
court-tag: सुप्रीम कोर्ट — [313, 1833, 378, 1853]
reel-story — [313, 157, 1123, 522]
court-tag: सुप्रीम कोर्ट — [632, 1833, 697, 1853]
footer-line-1: स्वामी पी.जी. इंफ्रामूमेंट्स एण्ड सर्विस प्रा. लि. के लिए प्रकाशक एवं मुद्रक अशोक कुमार खुराना द्वारा, पी.जी. इंफ्रामूमेंट्स एण्ड सर्विस प्रा.लि. कपोट भवन, प्लाट नं. 08, सुल्तान सिंह एवं अन्य पी.एन. रोड, भोपाल-462011 से मुद्रित एवं पीपुल्स समाचार, भोपाल से प्रकाशित। संपादक - विकास कुमार * (पीआरबी एक्ट के तहत खबरों के चयन के लिए जिम्मेदार)। RNI - MPHIN/2022/80193 — [46, 2303, 1164, 2312]
row-divider — [313, 1340, 1108, 1341]
japan-kicker: जापानी वैज्ञानिक अब लैब में ही तैयार करेंगे — [928, 537, 1346, 568]
classroom-photo — [528, 815, 673, 972]
world-text: काठमांडू। नेपाल में मानसून की बारिश से नदी में आई बाढ़ में हिमालयी देश को चीन से जोड़ने वाला मुख्य पुल सोमवार देर रात ध्वस्त हो गया। चीन में लगातार हो रही मूसलाधार बारिश के बाद सोमवार रात नेपाल में भोटेकोशी नदी में बाढ़ आ गई, जिसके बाद से छह चीनी नागरिकों सहित 18 लोग लापता हो गए। रसुवा के मुख्य जिला अधिकारी अर्जुन पौडेल ने बताया कि बाढ़ से भारी नुकसान हुआ है। — [1117, 1070, 1514, 1123]
report-point: 2,70,424 शिक्षकों और स्कूल प्रमुख ने नेतृत्व करने वाले ने प्रश्नावली के माध्यम से जवाब दिया। — [685, 868, 892, 893]
survey-sub — [528, 1163, 714, 1317]
quote-author: - आतिशी, नेता प्रतिपक्ष, दिल्ली विधानसभा — [650, 109, 797, 120]
judiciary-hc — [911, 1833, 1108, 2018]
birthday-name: रुस्तम सिंह (पूर्व मंत्री) — [55, 917, 293, 933]
usa-byline: एजेंसी ▶ टेक्सास — [516, 1444, 702, 1463]
survey-kicker: शिक्षा मंत्रालय ने 21 लाख बच्चों के बीच किया सर्वे — [313, 541, 745, 567]
registration-target-icon: ⊕ — [766, 2343, 781, 2365]
event-item: 1952- भारत में योजना आयोग — [1137, 2055, 1251, 2067]
judiciary-section — [313, 1792, 1108, 2291]
masthead — [0, 0, 1553, 151]
event-item: 1925- भारतीय सिनेमा के सबसे सफल अभिनेता गुरुदत्त का जन्म। — [1137, 1939, 1313, 1965]
ied-text: बीजापुर। छत्तीसगढ़ के बीजापुर जिले के आवापल्ली थाना क्षेत्र में मंगलवार को माओवादियों के द्वारा किए गए आईईडी विस्फोट में सीआरपीएफ के दो जवान घायल हो गए। यह घटना तिमापुर-मुरदण्डा मार्ग पर उस समय हुई, जब सीआरपीएफ की टीम आवापल्ली-बासागुड़ा मार्ग पर रोड ओपनिंग पार्टी की ड्यूटी पर निकले थे। पुलिस के अनुसार माओवादियों ने पहले से ही मार्ग पर आईईडी प्लांट किया था, जिसके विस्फोट से ये दो जवान को चोटें आईं। घायल जवानों को तत्काल प्राथमिक उपचार दिया गया और बेहतर इलाज के लिए उन्हें जिला अस्पताल बीजापुर लाया गया। पुलिस ने बताया कि सर्च ऑपरेशन चलाया जा रहा है। — [896, 1066, 1105, 1216]
history-text: देश में सबसे पहले 9 जुलाई, 1969 को वन्यजीव बोर्ड ने शेर को देश का राष्ट्रीय पशु घोषित किया था। हालांकि बाद में भारत सरकार द्वारा 9 जुलाई, 1973 को शेर के स्थान पर बाघ को ही राष्ट्रीय पशु घोषित किया गया। — [1137, 1736, 1514, 1778]
hc-headline: बच्चों की सुरक्षा पारिवारिक नहीं, सामाजिक जिम्मेदारी — [911, 1861, 1089, 1899]
birthday-text: वर्तमान पदस्थापना- सीईओ जिला पंचायत नर्मदापुरम जन्म तिथि- 9 जुलाई 1980 जन्म स्थान- देवास (मध्यप्रदेश) शिक्षा- बीई चयन हुआ- राज्य प्रशासनिक सेवा, वर्ष 2006 पदस्थापना- डिप्टी कलेक्टर, शहडोल इन स्थानों पर रहे- एसडीएम जयसिंह नगर, मुंगावली (अशोकनगर), भू-अर्जन अधिकारी भोपाल विकास प्राधिकरण भोपाल, उप मुख्य निर्वाचन पदाधिकारी भोपाल, उप सेवा अधिकारी सिंहस्थ 2016, सीईओ जिला पंचायत उज्जैन, मंडला, होशंगाबाद और अनूपपुर, सीईओ उज्जैन विकास प्राधिकरण उज्जैन, प्रशासक महाकाल मंदिर उज्जैन प्रमोशन हुआ- भारतीय प्रशासनिक सेवा कॉडर एवं बैच- मध्यप्रदेश, वर्ष 2018 पोस्टिंग हुई- सीईओ जिला पंचायत नर्मदापुरम विशेष उपलब्धि- राज्यपाल द्वारा बेस्ट इलेक्टोरल ऑफिसर 2013 का अवॉर्ड, सिंहस्थ उत्कृष्ट सेवा मेडल 2016 मुख्यमंत्री द्वारा, डिस्ट्रिक्ट ऑफ अवॉर्ड भारत सरकार द्वारा डिजिटल इंडिया अवॉर्ड, सिंहस्थ में आईटी के प्रयोग हेतु स्कॉच अवॉर्ड, मध्यप्रदेश पर्यटन विभाग द्वारा मंडला को श्रेष्ठ जिला अवॉर्ड 2018, महाकाल मंदिर को भारत सरकार द्वारा स्वच्छता का श्रेष्ठता अवॉर्ड। बधाई- पीपुल्स समाचार परिवार की ओर से शुभकामनाएं। — [55, 449, 292, 686]
birthday-portrait — [229, 712, 293, 787]
event-item: 1938- हिंदी सिनेमा की समृद्ध बनाने वाले अभिनेता संजीव कुमार का जन्म। — [1137, 1968, 1288, 1994]
